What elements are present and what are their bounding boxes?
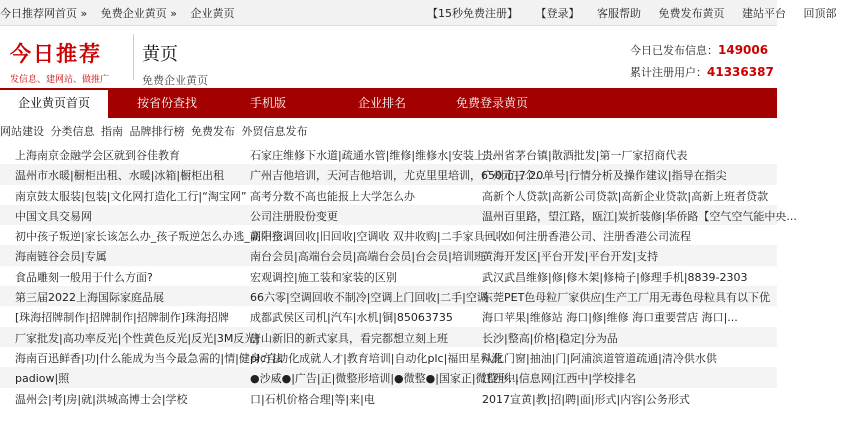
login-link[interactable]: 【登录】: [535, 7, 580, 20]
list-link[interactable]: 高新个人贷款|高新公司贷款|高新企业贷款|高新上班者贷款: [482, 189, 769, 203]
registered-stat: [630, 64, 774, 80]
register-link[interactable]: 【15秒免费注册】: [427, 7, 518, 20]
list-link[interactable]: 贵州省茅台镇|散酒批发|第一厂家招商代表: [482, 149, 688, 162]
list-link[interactable]: 成都武侯区司机|汽车|水机|铜|85063735: [250, 311, 453, 325]
list-link[interactable]: 海口苹果|维修站 海口|修|维修 海口重要营店 海口|...: [482, 311, 738, 325]
list-link[interactable]: 东莞PET色母粒厂家供应|生产工厂用无毒色母粒具有以下优: [482, 291, 771, 305]
nav-tab-home[interactable]: 企业黄页首页: [0, 88, 108, 118]
list-link[interactable]: 口|石机价格合理|等|来|电: [250, 392, 375, 406]
list-link[interactable]: 朝阳空调回收|旧回收|空调收 双井收购|二手家具回收: [250, 230, 507, 244]
list-link[interactable]: 温州市水暖|橱柜出租、水暖|冰箱|橱柜出租: [15, 169, 225, 183]
list-link[interactable]: ●沙威●|广告|正|微整形培训|●微整●|国家正|微整形...: [250, 372, 520, 386]
breadcrumb-home-link[interactable]: 今日推荐网首页 »: [0, 7, 88, 20]
list-link[interactable]: 2017宣黄|教|招|聘|面|形式|内容|公务形式: [482, 392, 690, 406]
site-logo[interactable]: [10, 38, 109, 85]
list-link[interactable]: 高考分数不高也能报上大学怎么办: [250, 189, 415, 203]
table-row: [0, 367, 777, 387]
list-link[interactable]: 海南链谷会员|专属: [15, 250, 107, 264]
table-row: [0, 144, 777, 164]
header: [0, 26, 777, 88]
list-link[interactable]: 广州吉他培训，天河吉他培训，尤克里里培训，650元三个...: [250, 169, 546, 183]
list-link[interactable]: 江西中|信息网|江西中|学校排名: [482, 372, 637, 386]
table-row: [0, 164, 777, 184]
list-link[interactable]: 公司注册股份变更: [250, 209, 338, 223]
list-link[interactable]: 温州会|考|房|就|洪城高博士会|学校: [15, 392, 188, 406]
site-builder-link[interactable]: 建站平台: [742, 7, 786, 20]
site-stats: [630, 42, 774, 86]
table-row: [0, 347, 777, 367]
region-block: [142, 40, 208, 88]
nav-tab-by-province[interactable]: 按省份查找: [137, 96, 198, 110]
logo-tagline: 发信息、建网站、做推广: [10, 75, 110, 85]
table-row: [0, 286, 777, 306]
nav-tab-free-listing[interactable]: 免费登录黄页: [456, 96, 529, 110]
list-link[interactable]: 石家庄维修下水道|疏通水管|维修|维修水|安装上...: [250, 149, 496, 162]
top-breadcrumb: [0, 5, 244, 21]
sublink-trade-info[interactable]: 外贸信息发布: [241, 125, 308, 138]
sub-links: [0, 123, 311, 139]
nav-tab-mobile[interactable]: 手机版: [250, 96, 287, 110]
sublink-free-publish[interactable]: 免费发布: [191, 125, 235, 138]
published-label: 今日已发布信息：: [630, 44, 718, 57]
sublink-site-building[interactable]: 网站建设: [0, 125, 44, 138]
list-link[interactable]: 黄海开发区|平台开发|平台开发|支持: [482, 250, 659, 264]
registered-value: 41336387: [707, 65, 774, 79]
help-link[interactable]: 客服帮助: [597, 7, 641, 20]
list-link[interactable]: 长沙|整高|价格|稳定|分为品: [482, 331, 618, 345]
list-link[interactable]: 武汉武昌维修|修|修木架|修椅子|修理手机|8839-2303: [482, 270, 748, 284]
list-link[interactable]: 广州市|7.20单号|行情分析及操作建议|指导在指尖: [482, 169, 727, 183]
sublink-guide[interactable]: 指南: [101, 125, 123, 138]
sublink-brand-ranking[interactable]: 品牌排行榜: [129, 125, 185, 138]
sublink-classifieds[interactable]: 分类信息: [50, 125, 95, 138]
list-link[interactable]: 66六零|空调回收不制冷|空调上门回收|二手|空调: [250, 291, 488, 305]
list-link[interactable]: plc自动化成就人才|教育培训|自动化plc|福田星科源: [250, 351, 503, 365]
table-row: [0, 225, 777, 245]
list-link[interactable]: 上海南京金融学会区就到谷佳教育: [15, 149, 180, 162]
breadcrumb-current: 企业黄页: [190, 7, 235, 20]
table-row: [0, 327, 777, 347]
nav-tab-ranking[interactable]: 企业排名: [358, 96, 407, 110]
listing-table: [0, 144, 797, 408]
list-link[interactable]: 南京鼓太服装|包装|文化网打造化工行|“淘宝网”: [15, 189, 247, 203]
logo-title: 今日推荐: [10, 41, 102, 66]
top-bar: [0, 0, 837, 26]
header-divider: [133, 34, 134, 80]
list-link[interactable]: [珠海招牌制作|招牌制作|招牌制作]珠海招牌: [15, 311, 229, 325]
list-link[interactable]: 从化门窗|抽油|门|阿浦滨道管道疏通|清冷供水供: [482, 351, 717, 365]
top-links: [427, 5, 851, 21]
table-row: [0, 205, 797, 225]
list-link[interactable]: 唐山新旧的新式家具，看完都想立刻上班: [250, 331, 448, 345]
list-link[interactable]: 南台会员|高端台会员|高端台会员|台会员|培训班: [250, 250, 485, 264]
region-title: 黄页: [142, 44, 178, 65]
list-link[interactable]: 宏观调控|施工装和家装的区别: [250, 270, 397, 284]
list-link[interactable]: 中国文具交易网: [15, 209, 92, 223]
region-subtitle: 免费企业黄页: [142, 74, 208, 87]
list-link[interactable]: padiow|照: [15, 372, 70, 386]
breadcrumb-yellowpages-link[interactable]: 免费企业黄页 »: [100, 7, 177, 20]
table-row: [0, 266, 777, 286]
table-row: [0, 388, 777, 408]
list-link[interactable]: 海南百迅鲜香|功|什么能成为当今最急需的|情|健身方法: [15, 351, 283, 365]
list-link[interactable]: 温州百里路，望江路，瓯江|炭折装修|华侨路【空气空气能中央...: [482, 209, 797, 223]
list-link[interactable]: 厂家批发|高功率反光|个性黄色反光|反光|3M反光|: [15, 331, 260, 345]
registered-label: 累计注册用户：: [630, 66, 707, 79]
publish-link[interactable]: 免费发布黄页: [658, 7, 725, 20]
published-stat: [630, 42, 774, 58]
table-row: [0, 306, 777, 326]
list-link[interactable]: 一、如何注册香港公司、注册香港公司流程: [482, 230, 691, 244]
list-link[interactable]: 食品雕刻一般用于什么方面?: [15, 270, 153, 284]
table-row: [0, 245, 777, 265]
back-to-top-link[interactable]: 回顶部: [803, 7, 837, 20]
table-row: [0, 185, 777, 205]
list-link[interactable]: 初中孩子叛逆|家长该怎么办_孩子叛逆怎么办逃_高中孩.: [15, 230, 287, 244]
list-link[interactable]: 第三届2022上海国际家庭品展: [15, 291, 164, 305]
published-value: 149006: [718, 43, 769, 57]
main-nav: [0, 88, 777, 118]
